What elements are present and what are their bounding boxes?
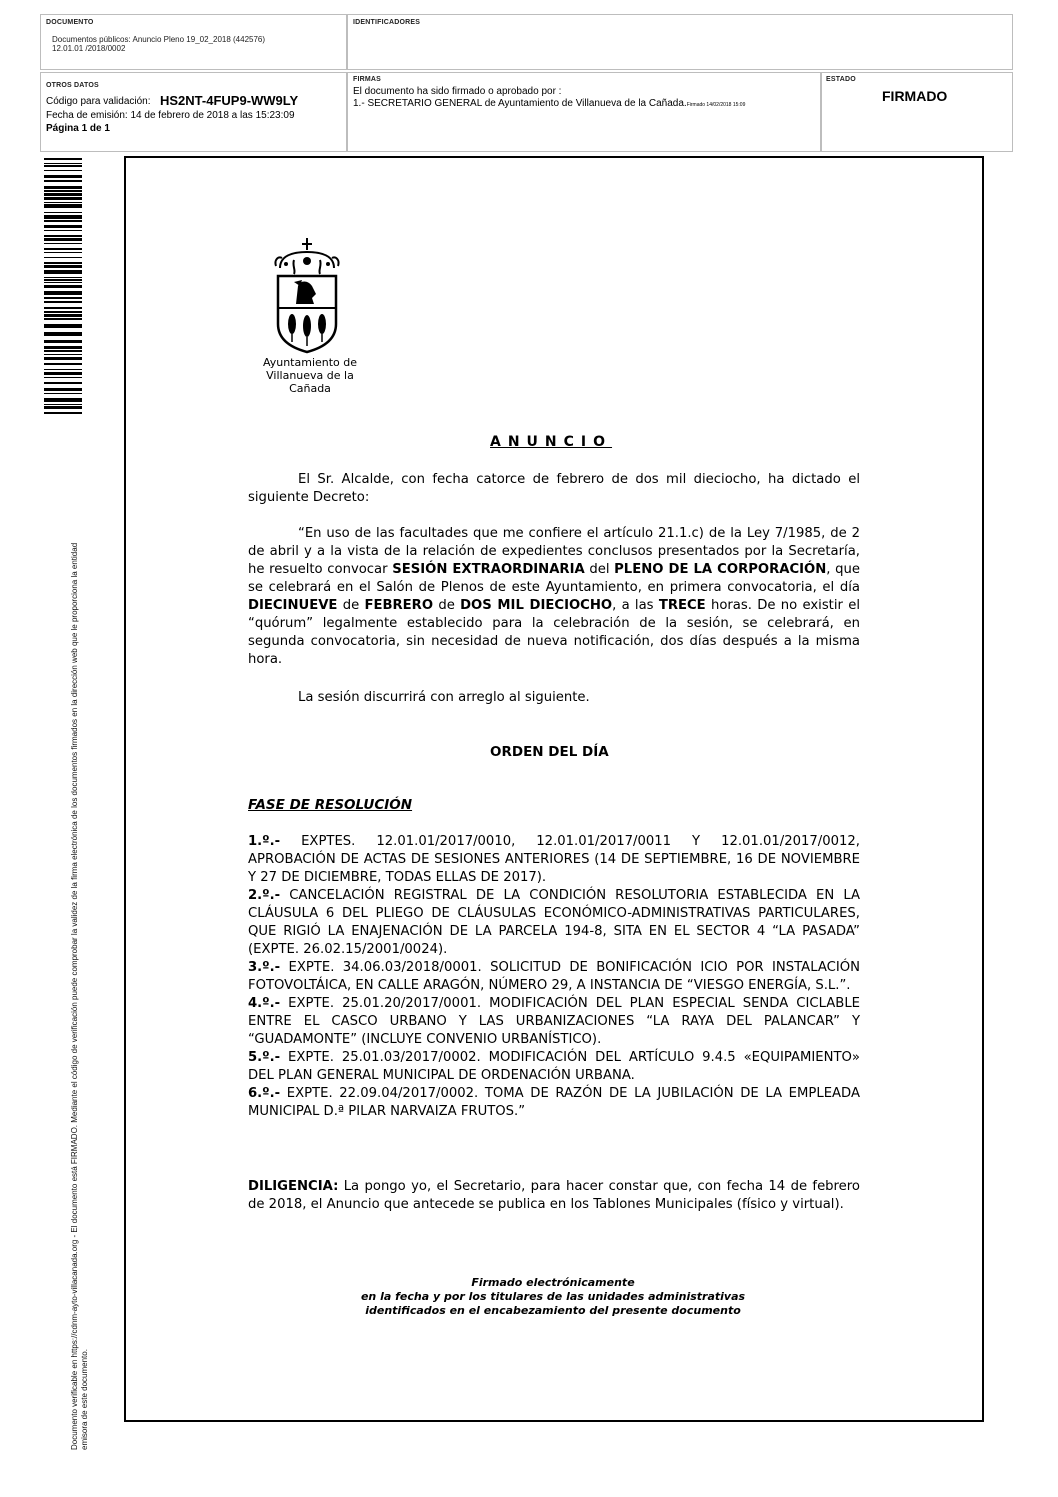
decree-bold-6: TRECE (658, 598, 706, 613)
firmado-line3: identificados en el encabezamiento del presente documento (365, 1304, 741, 1317)
decree-paragraph (248, 525, 860, 669)
intro-paragraph (248, 471, 860, 507)
session-paragraph (248, 689, 860, 707)
decree-text-5: de (433, 598, 461, 613)
diligencia-text: La pongo yo, el Secretario, para hacer constar que, con fecha 14 de febrero de 2018, el Anuncio que antecede se publica en los Tablones Municipales (físico y virtual). (248, 1179, 860, 1212)
agenda-list (248, 833, 860, 1121)
intro-text: El Sr. Alcalde, con fecha catorce de febrero de dos mil dieciocho, ha dictado el siguiente Decreto: (248, 472, 860, 505)
item-text: EXPTES. 12.01.01/2017/0010, 12.01.01/2017/0011 Y 12.01.01/2017/0012, APROBACIÓN DE ACTAS DE SESIONES ANTERIORES (14 DE SEPTIEMBRE, 16 DE NOVIEMBRE Y 27 DE DICIEMBRE, TODAS ELLAS DE 2017). (248, 834, 860, 885)
list-item (248, 995, 860, 1049)
decree-bold-2: PLENO DE LA CORPORACIÓN (614, 562, 827, 577)
item-number: 3.º.- (248, 960, 281, 975)
codigo-label: Código para validación: (46, 96, 151, 107)
item-text: CANCELACIÓN REGISTRAL DE LA CONDICIÓN RESOLUTORIA ESTABLECIDA EN LA CLÁUSULA 6 DEL PLIEGO DE CLÁUSULAS ECONÓMICO-ADMINISTRATIVAS PARTICULARES, QUE RIGIÓ LA ENAJENACIÓN DE LA PARCELA 194-8, SITA EN EL SECTOR 4 “LA PASADA” (EXPTE. 26.02.15/2001/0024). (248, 888, 860, 957)
logo-line2: Villanueva de la Cañada (266, 369, 354, 395)
estado-label: ESTADO (826, 76, 856, 83)
coat-of-arms-icon (272, 236, 342, 354)
item-number: 1.º.- (248, 834, 281, 849)
barcode-image (44, 158, 82, 414)
session-text: La sesión discurrirá con arreglo al siguiente. (298, 690, 590, 705)
diligencia-paragraph (248, 1178, 860, 1214)
fecha-emision: Fecha de emisión: 14 de febrero de 2018 a las 15:23:09 (46, 110, 295, 121)
decree-bold-3: DIECINUEVE (248, 598, 338, 613)
firmado-line2: en la fecha y por los titulares de las unidades administrativas (360, 1290, 746, 1303)
decree-text-2: del (584, 562, 615, 577)
document-frame (124, 156, 984, 1422)
decree-bold-4: FEBRERO (364, 598, 434, 613)
electronic-signature-note (330, 1276, 776, 1318)
fase-heading: FASE DE RESOLUCIÓN (248, 797, 413, 813)
firmas-date: Firmado 14/02/2018 15:09 (686, 102, 746, 108)
estado-cell (821, 72, 1013, 152)
item-number: 4.º.- (248, 996, 281, 1011)
item-text: EXPTE. 25.01.03/2017/0002. MODIFICACIÓN DEL ARTÍCULO 9.4.5 «EQUIPAMIENTO» DEL PLAN GENERAL MUNICIPAL DE ORDENACIÓN URBANA. (248, 1050, 860, 1083)
firmas-line1: El documento ha sido firmado o aprobado por : (353, 86, 562, 97)
side-text-line2: emisora de este documento. (80, 1349, 89, 1450)
item-text: EXPTE. 25.01.20/2017/0001. MODIFICACIÓN DEL PLAN ESPECIAL SENDA CICLABLE ENTRE EL CASCO URBANO Y LAS URBANIZACIONES “LA RAYA DEL PALANCAR” Y “GUADAMONTE” (INCLUYE CONVENIO URBANÍSTICO). (248, 996, 860, 1047)
decree-text-6: , a las (612, 598, 659, 613)
item-number: 6.º.- (248, 1086, 281, 1101)
identificadores-label: IDENTIFICADORES (353, 19, 421, 26)
logo-caption (245, 356, 375, 395)
list-item (248, 959, 860, 995)
estado-value: FIRMADO (882, 88, 948, 104)
orden-del-dia-heading: ORDEN DEL DÍA (490, 744, 609, 760)
logo-line1: Ayuntamiento de (262, 356, 358, 369)
side-text-line1: Documento verificable en https://cdnm-ayto-villacanada.org - El documento está FIRMADO. Mediante el código de verificación puede comprobar la validez de la firma electrónica de los documentos firmados en la dirección web que le proporciona la entidad (70, 542, 79, 1450)
item-text: EXPTE. 22.09.04/2017/0002. TOMA DE RAZÓN DE LA JUBILACIÓN DE LA EMPLEADA MUNICIPAL D.ª PILAR NARVAIZA FRUTOS.” (248, 1086, 860, 1119)
item-number: 5.º.- (248, 1050, 281, 1065)
diligencia-label: DILIGENCIA: (248, 1179, 339, 1194)
decree-bold-5: DOS MIL DIECIOCHO (460, 598, 613, 613)
list-item (248, 887, 860, 959)
codigo-value: HS2NT-4FUP9-WW9LY (160, 93, 299, 108)
list-item (248, 1049, 860, 1085)
firmas-cell (347, 72, 821, 152)
side-verification-text (70, 430, 90, 1450)
decree-bold-1: SESIÓN EXTRAORDINARIA (392, 562, 585, 577)
decree-text-1: “En uso de las facultades que me confiere el artículo 21.1.c) de la Ley 7/1985, de 2 de abril y a la vista de la relación de expedientes conclusos presentados por la Secretaría, he resuelto convocar (248, 526, 860, 577)
list-item (248, 833, 860, 887)
firmas-label: FIRMAS (353, 76, 382, 83)
firmado-line1: Firmado electrónicamente (471, 1276, 635, 1289)
firmas-line2 (353, 98, 745, 111)
otros-datos-label: OTROS DATOS (46, 82, 99, 89)
decree-text-3: , que se celebrará en el Salón de Plenos de este Ayuntamiento, en primera convocatoria, el día (248, 562, 860, 595)
item-text: EXPTE. 34.06.03/2018/0001. SOLICITUD DE BONIFICACIÓN ICIO POR INSTALACIÓN FOTOVOLTÁICA, EN CALLE ARAGÓN, NÚMERO 29, A INSTANCIA DE “VIESGO ENERGÍA, S.L.”. (248, 960, 860, 993)
firmas-line2-text: 1.- SECRETARIO GENERAL de Ayuntamiento de Villanueva de la Cañada. (353, 98, 687, 109)
documento-value: Documentos públicos: Anuncio Pleno 19_02_2018 (442576) 12.01.01 /2018/0002 (52, 35, 266, 53)
item-number: 2.º.- (248, 888, 281, 903)
documento-label: DOCUMENTO (46, 19, 94, 26)
pagina: Página 1 de 1 (46, 123, 110, 134)
decree-text-4: de (337, 598, 365, 613)
decree-text-7: horas. De no existir el “quórum” legalmente establecido para la celebración de la sesión, se celebrará, en segunda convocatoria, sin necesidad de nueva notificación, dos días después a la misma hora. (248, 598, 860, 667)
page-title: ANUNCIO (490, 434, 613, 450)
list-item (248, 1085, 860, 1121)
identificadores-cell (347, 14, 1013, 70)
